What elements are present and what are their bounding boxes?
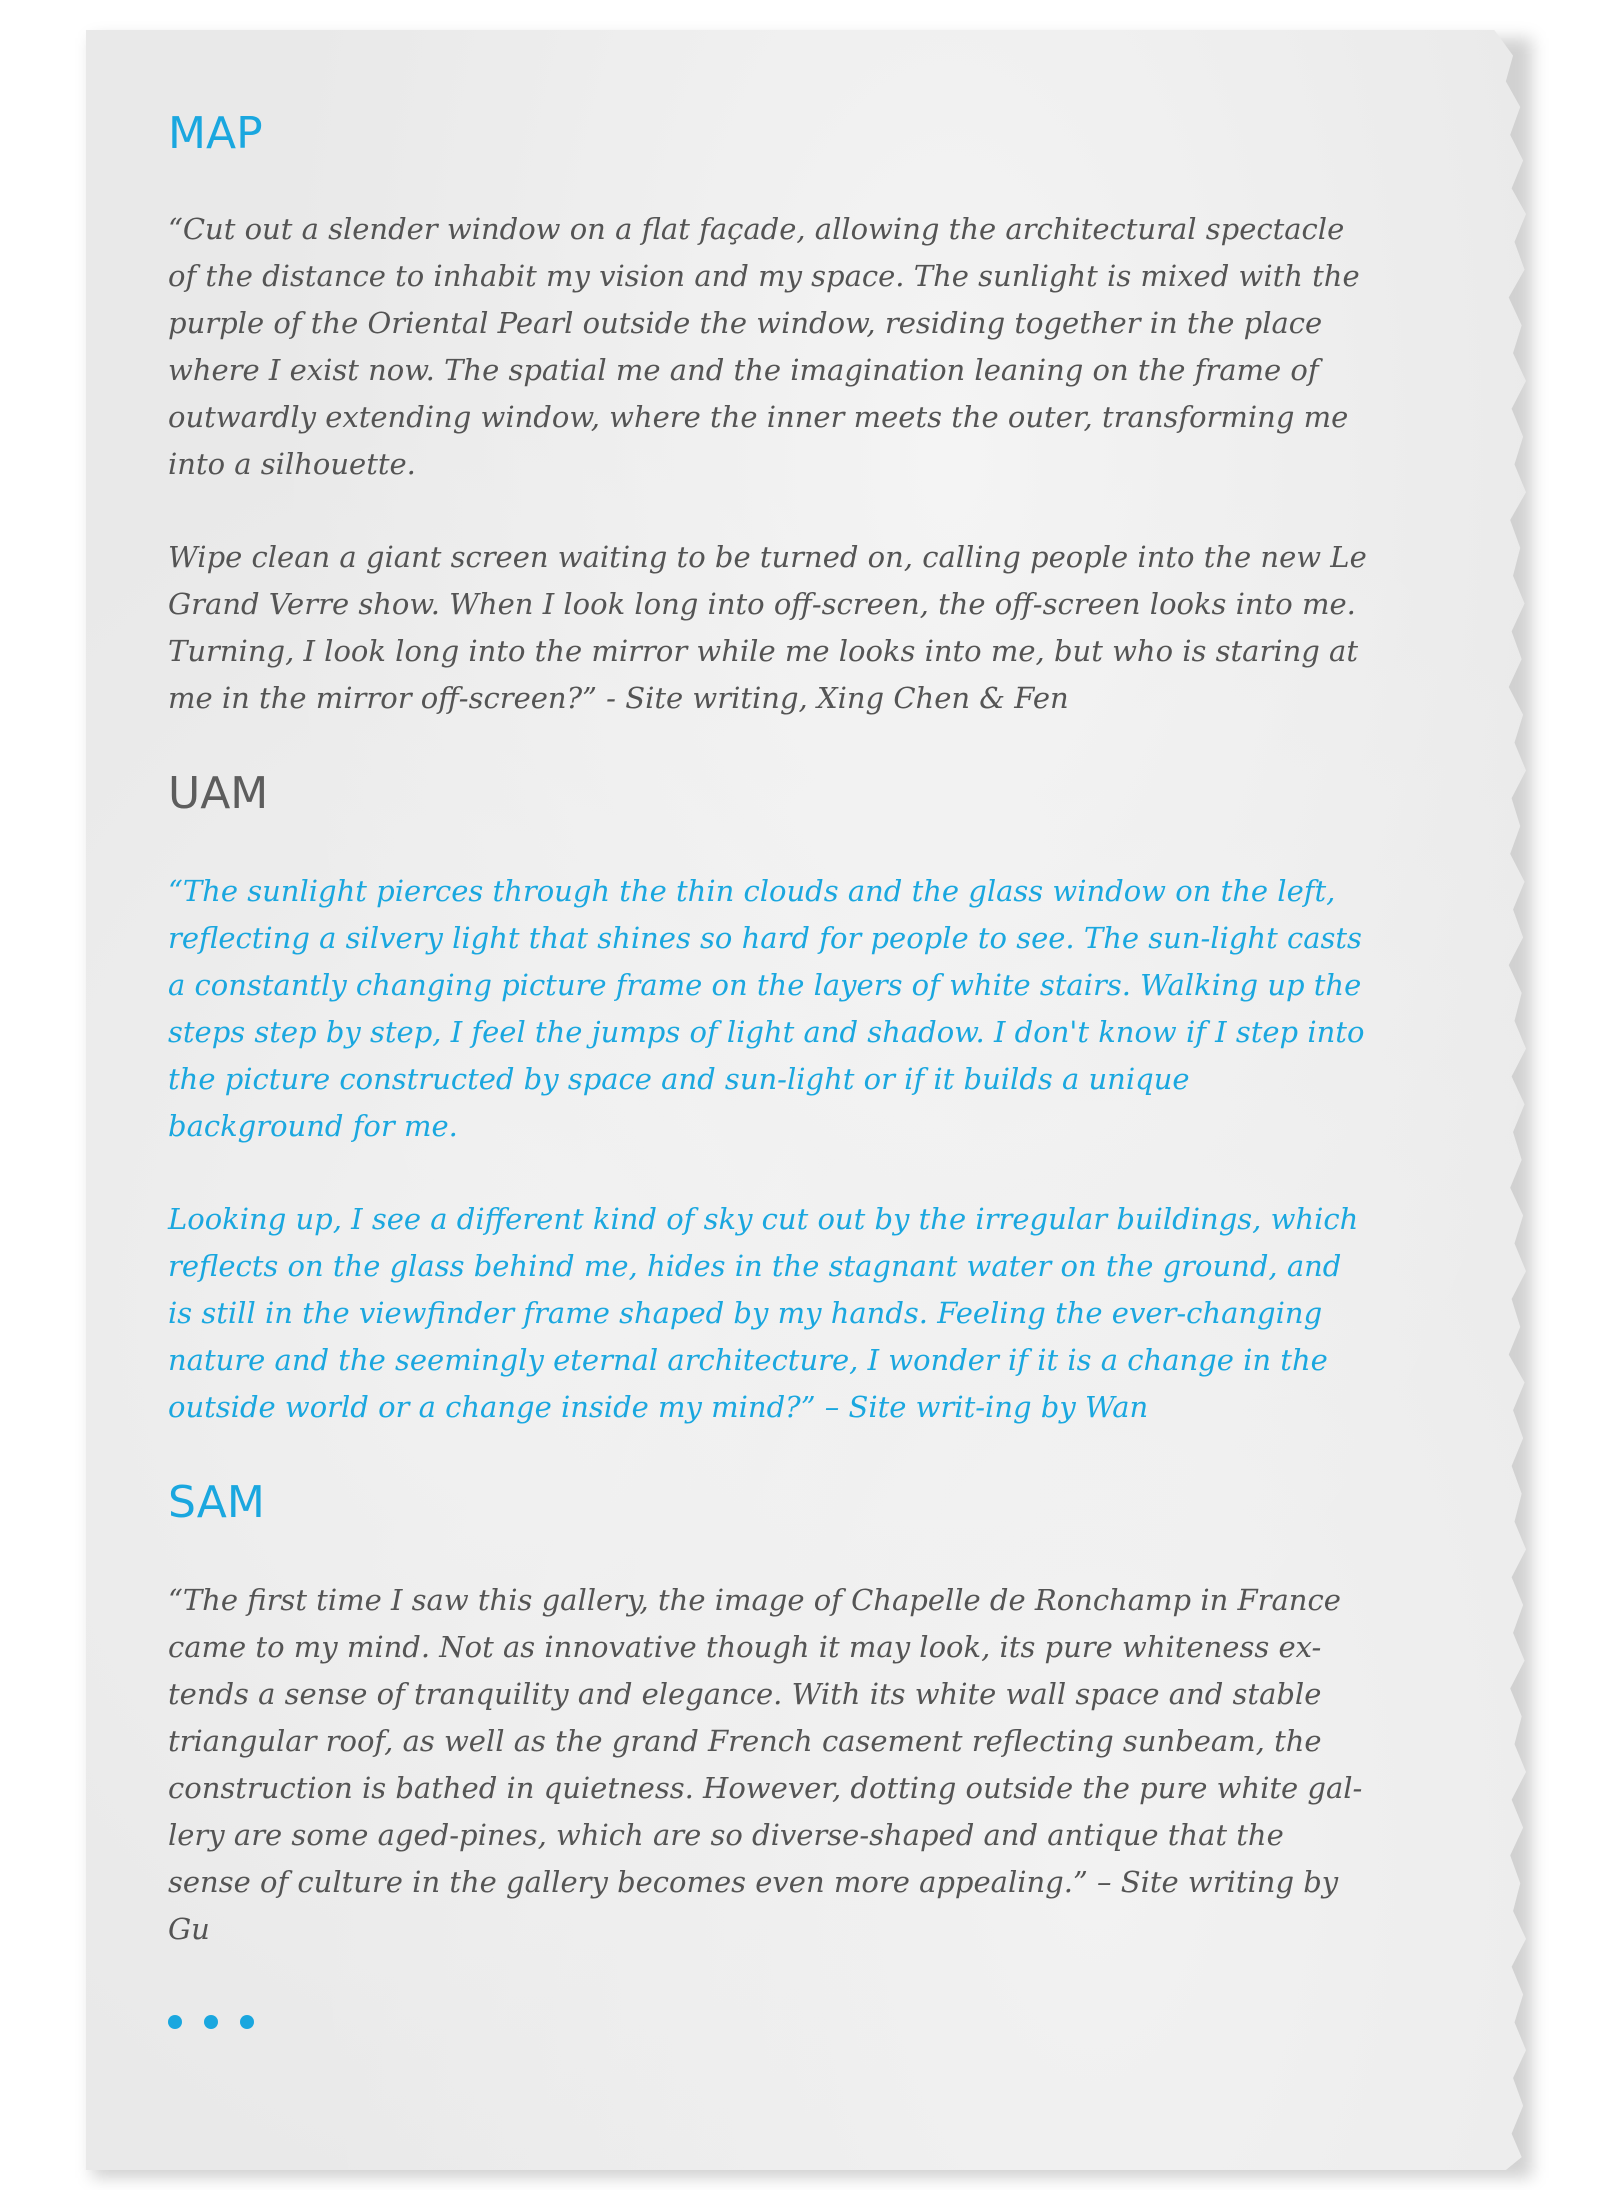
ellipsis-icon (168, 2015, 1368, 2029)
uam-paragraph-1: “The sunlight pierces through the thin clouds and the glass window on the left, reflecting a silvery light that shines so hard for people to see. The sun-light casts a constantly changing picture frame on the layers of white stairs. Walking up the steps step by step, I feel the jumps of light and shadow. I don't know if I step into the picture constructed by space and sun-light or if it builds a unique background for me. (168, 874, 1365, 1143)
map-paragraph-1: “Cut out a slender window on a flat façade, allowing the architectural spectacle of the distance to inhabit my vision and my space. The sunlight is mixed with the purple of the Oriental Pearl outside the window, residing together in the place where I exist now. The spatial me and the imagination leaning on the frame of outwardly extending window, where the inner meets the outer, transforming me into a silhouette. (168, 212, 1360, 481)
ellipsis-dot (240, 2015, 254, 2029)
section-heading-uam: UAM (168, 768, 269, 819)
ellipsis-dot (168, 2015, 182, 2029)
sam-paragraph-1: “The first time I saw this gallery, the image of Chapelle de Ronchamp in France came to my mind. Not as innovative though it may look, its pure whiteness ex-tends a sense of tranquility and elegance. With its white wall space and stable triangular roof, as well as the grand French casement reflecting sunbeam, the construction is bathed in quietness. However, dotting outside the pure white gal-lery are some aged-pines, which are so diverse-shaped and antique that the sense of culture in the gallery becomes even more appealing.” – Site writing by Gu (168, 1583, 1363, 1946)
ellipsis-dot (204, 2015, 218, 2029)
uam-paragraph-2: Looking up, I see a different kind of sky cut out by the irregular buildings, which reflects on the glass behind me, hides in the stagnant water on the ground, and is still in the viewfinder frame shaped by my hands. Feeling the ever-changing nature and the seemingly eternal architecture, I wonder if it is a change in the outside world or a change inside my mind?” – Site writ-ing by Wan (168, 1202, 1359, 1424)
section-heading-sam: SAM (168, 1477, 265, 1528)
section-heading-map: MAP (168, 108, 263, 159)
document-body (168, 100, 1368, 2029)
map-paragraph-2: Wipe clean a giant screen waiting to be turned on, calling people into the new Le Grand Verre show. When I look long into off-screen, the off-screen looks into me. Turning, I look long into the mirror while me looks into me, but who is staring at me in the mirror off-screen?” - Site writing, Xing Chen & Fen (168, 540, 1367, 715)
